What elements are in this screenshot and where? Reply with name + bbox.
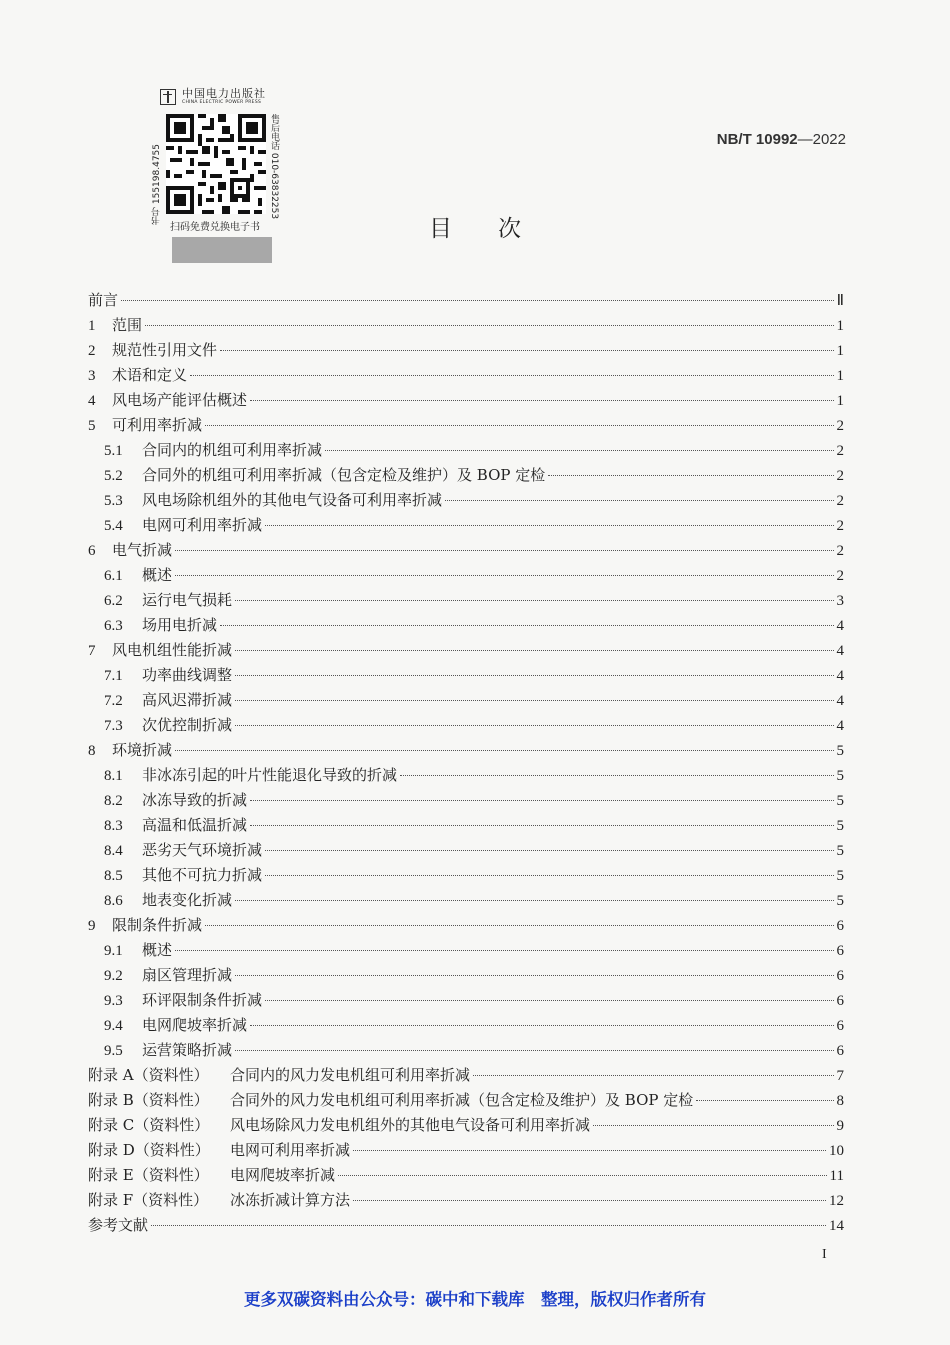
toc-entry-label: 电网爬坡率折减 [142,1016,248,1034]
toc-entry-label: 电气折减 [112,541,173,559]
toc-entry[interactable] [88,363,844,388]
toc-entry-page: 9 [836,1118,844,1134]
toc-entry[interactable] [88,388,844,413]
toc-entry-number: 8.5 [104,868,123,884]
toc-leader-dots [205,925,833,926]
toc-entry-label: 风电机组性能折减 [112,641,233,659]
toc-entry[interactable] [88,1113,844,1138]
toc-entry[interactable] [88,863,844,888]
toc-leader-dots [145,325,833,326]
toc-entry-number: 7.3 [104,718,123,734]
toc-leader-dots [250,800,833,801]
toc-entry-label: 次优控制折减 [142,716,233,734]
toc-entry-number: 3 [88,368,96,384]
toc-entry[interactable] [88,888,844,913]
toc-entry-label: 运行电气损耗 [142,591,233,609]
toc-leader-dots [473,1075,833,1076]
toc-leader-dots [235,975,833,976]
toc-entry-page: 2 [836,568,844,584]
toc-entry[interactable] [88,588,844,613]
publisher-name-cn: 中国电力出版社 [182,87,266,100]
toc-entry-page: 6 [836,918,844,934]
toc-leader-dots [338,1175,827,1176]
toc-entry[interactable] [88,913,844,938]
toc-entry-page: 11 [829,1168,844,1184]
toc-appendix-label: 附录 D（资料性） [88,1141,210,1159]
toc-entry-label: 恶劣天气环境折减 [142,841,263,859]
toc-entry-number: 5 [88,418,96,434]
toc-entry[interactable] [88,613,844,638]
toc-entry-number: 9.1 [104,943,123,959]
toc-entry-page: 3 [836,593,844,609]
toc-leader-dots [220,625,833,626]
footer-note[interactable]: 更多双碳资料由公众号：碳中和下载库 整理，版权归作者所有 [244,1290,706,1309]
toc-entry-number: 5.4 [104,518,123,534]
toc-entry-number: 6.2 [104,593,123,609]
toc-entry-label: 合同外的风力发电机组可利用率折减（包含定检及维护）及 BOP 定检 [230,1091,694,1109]
standard-year: —2022 [797,131,846,148]
toc-entry-label: 限制条件折减 [112,916,203,934]
toc-entry-page: Ⅱ [836,293,844,309]
toc-leader-dots [353,1200,826,1201]
toc-entry-label: 冰冻折减计算方法 [230,1191,351,1209]
toc-entry-page: 6 [836,943,844,959]
toc-entry-page: 5 [836,743,844,759]
toc-appendix-label: 附录 B（资料性） [88,1091,209,1109]
table-of-contents [88,288,844,1238]
toc-leader-dots [235,675,833,676]
publisher-name-en: CHINA ELECTRIC POWER PRESS [182,100,262,105]
toc-entry[interactable] [88,838,844,863]
toc-leader-dots [265,525,833,526]
toc-entry-number: 7 [88,643,96,659]
toc-entry-page: 2 [836,518,844,534]
toc-entry[interactable] [88,413,844,438]
toc-title: 目次 [429,216,567,242]
toc-leader-dots [235,700,833,701]
toc-entry-label: 场用电折减 [142,616,218,634]
toc-entry-page: 2 [836,468,844,484]
toc-entry-number: 1 [88,318,96,334]
publisher-logo [160,88,280,106]
toc-appendix-label: 附录 E（资料性） [88,1166,209,1184]
toc-entry-number: 9 [88,918,96,934]
toc-leader-dots [235,600,833,601]
standard-number [717,131,846,148]
toc-entry[interactable] [88,1188,844,1213]
book-number: 书号 155198.4755 [152,143,162,225]
toc-entry-page: 4 [836,718,844,734]
toc-entry-number: 5.3 [104,493,123,509]
toc-entry[interactable] [88,1088,844,1113]
toc-entry-page: 6 [836,1018,844,1034]
toc-entry-number: 6 [88,543,96,559]
toc-leader-dots [175,550,833,551]
toc-entry-label: 电网可利用率折减 [230,1141,351,1159]
standard-code: NB/T 10992 [716,131,798,148]
toc-entry-label: 地表变化折减 [142,891,233,909]
toc-leader-dots [696,1100,833,1101]
toc-entry[interactable] [88,513,844,538]
toc-entry-label: 合同内的机组可利用率折减 [142,441,323,459]
toc-leader-dots [265,850,833,851]
toc-leader-dots [235,650,833,651]
page-number: I [822,1247,827,1262]
toc-entry-number: 9.5 [104,1043,123,1059]
toc-entry-number: 2 [88,343,96,359]
toc-entry[interactable] [88,1213,844,1238]
toc-entry-label: 合同内的风力发电机组可利用率折减 [230,1066,471,1084]
toc-entry-page: 5 [836,868,844,884]
toc-entry-page: 5 [836,893,844,909]
toc-entry-page: 2 [836,493,844,509]
toc-entry-page: 1 [836,343,844,359]
toc-entry[interactable] [88,788,844,813]
toc-entry-label: 高风迟滞折减 [142,691,233,709]
publisher-logo-icon [160,89,176,105]
toc-leader-dots [235,725,833,726]
toc-leader-dots [250,825,833,826]
toc-leader-dots [325,450,833,451]
toc-entry-page: 10 [829,1143,844,1159]
toc-entry-page: 7 [836,1068,844,1084]
toc-entry-label: 参考文献 [88,1216,149,1234]
toc-leader-dots [265,1000,833,1001]
toc-entry-number: 7.1 [104,668,123,684]
toc-entry-page: 1 [836,368,844,384]
toc-entry-page: 4 [836,668,844,684]
toc-leader-dots [445,500,833,501]
toc-entry-label: 高温和低温折减 [142,816,248,834]
toc-entry-label: 概述 [142,941,173,959]
toc-entry-page: 1 [836,393,844,409]
toc-entry-number: 6.1 [104,568,123,584]
toc-entry-label: 冰冻导致的折减 [142,791,248,809]
toc-entry-label: 扇区管理折减 [142,966,233,984]
toc-entry-page: 4 [836,643,844,659]
toc-entry[interactable] [88,438,844,463]
toc-entry-page: 8 [836,1093,844,1109]
toc-entry[interactable] [88,488,844,513]
toc-leader-dots [190,375,833,376]
toc-leader-dots [175,575,833,576]
toc-appendix-label: 附录 F（资料性） [88,1191,209,1209]
qr-code-icon[interactable] [166,114,266,214]
toc-entry[interactable] [88,338,844,363]
toc-entry-page: 2 [836,418,844,434]
toc-entry[interactable] [88,1138,844,1163]
toc-entry[interactable] [88,713,844,738]
toc-entry[interactable] [88,538,844,563]
qr-caption: 扫码免费兑换电子书 [170,221,260,233]
toc-entry-number: 6.3 [104,618,123,634]
toc-entry[interactable] [88,763,844,788]
toc-entry-label: 功率曲线调整 [142,666,233,684]
toc-entry-number: 8 [88,743,96,759]
toc-entry-number: 8.6 [104,893,123,909]
toc-entry-page: 1 [836,318,844,334]
toc-leader-dots [400,775,833,776]
toc-entry-number: 5.1 [104,443,123,459]
toc-leader-dots [548,475,833,476]
toc-entry-number: 9.3 [104,993,123,1009]
toc-entry[interactable] [88,638,844,663]
toc-entry-number: 9.2 [104,968,123,984]
toc-entry[interactable] [88,738,844,763]
toc-entry-number: 8.2 [104,793,123,809]
toc-entry[interactable] [88,663,844,688]
toc-entry[interactable] [88,1038,844,1063]
toc-entry-label: 前言 [88,291,119,309]
toc-leader-dots [265,875,833,876]
toc-leader-dots [250,400,833,401]
toc-leader-dots [593,1125,833,1126]
toc-entry-page: 2 [836,543,844,559]
toc-entry-label: 术语和定义 [112,366,188,384]
toc-entry[interactable] [88,688,844,713]
toc-entry-number: 8.4 [104,843,123,859]
toc-entry[interactable] [88,1013,844,1038]
toc-entry[interactable] [88,963,844,988]
toc-appendix-label: 附录 A（资料性） [88,1066,209,1084]
toc-entry[interactable] [88,813,844,838]
toc-entry-label: 其他不可抗力折减 [142,866,263,884]
toc-entry-page: 6 [836,968,844,984]
toc-entry-page: 5 [836,818,844,834]
toc-entry-page: 4 [836,618,844,634]
toc-entry-label: 电网可利用率折减 [142,516,263,534]
toc-entry[interactable] [88,1063,844,1088]
toc-entry-label: 非冰冻引起的叶片性能退化导致的折减 [142,766,398,784]
toc-entry-label: 电网爬坡率折减 [230,1166,336,1184]
toc-entry-number: 8.3 [104,818,123,834]
toc-leader-dots [235,1050,833,1051]
toc-entry-number: 4 [88,393,96,409]
toc-leader-dots [175,950,833,951]
toc-entry-label: 概述 [142,566,173,584]
toc-entry-number: 7.2 [104,693,123,709]
toc-entry[interactable] [88,1163,844,1188]
toc-entry-label: 环评限制条件折减 [142,991,263,1009]
toc-entry[interactable] [88,563,844,588]
toc-entry-page: 6 [836,993,844,1009]
toc-entry-label: 规范性引用文件 [112,341,218,359]
toc-leader-dots [220,350,833,351]
toc-entry-page: 5 [836,793,844,809]
toc-entry-page: 5 [836,843,844,859]
toc-leader-dots [250,1025,833,1026]
toc-leader-dots [175,750,833,751]
service-phone: 售后电话 010-63832253 [269,113,279,219]
toc-entry[interactable] [88,288,844,313]
toc-entry[interactable] [88,463,844,488]
toc-entry-number: 5.2 [104,468,123,484]
toc-entry-page: 14 [829,1218,844,1234]
toc-leader-dots [353,1150,826,1151]
toc-appendix-label: 附录 C（资料性） [88,1116,210,1134]
toc-entry-label: 运营策略折减 [142,1041,233,1059]
toc-entry-label: 范围 [112,316,143,334]
toc-entry-page: 5 [836,768,844,784]
toc-entry-page: 4 [836,693,844,709]
toc-entry-number: 9.4 [104,1018,123,1034]
toc-entry-page: 2 [836,443,844,459]
toc-entry-label: 风电场除机组外的其他电气设备可利用率折减 [142,491,443,509]
toc-entry-label: 风电场除风力发电机组外的其他电气设备可利用率折减 [230,1116,591,1134]
toc-entry-label: 环境折减 [112,741,173,759]
toc-leader-dots [121,300,834,301]
toc-entry-number: 8.1 [104,768,123,784]
toc-leader-dots [151,1225,826,1226]
toc-entry[interactable] [88,938,844,963]
toc-entry-label: 合同外的机组可利用率折减（包含定检及维护）及 BOP 定检 [142,466,546,484]
toc-entry-label: 风电场产能评估概述 [112,391,248,409]
toc-leader-dots [205,425,833,426]
toc-entry[interactable] [88,988,844,1013]
toc-entry-page: 12 [829,1193,844,1209]
toc-entry-page: 6 [836,1043,844,1059]
toc-leader-dots [235,900,833,901]
toc-entry[interactable] [88,313,844,338]
toc-entry-label: 可利用率折减 [112,416,203,434]
